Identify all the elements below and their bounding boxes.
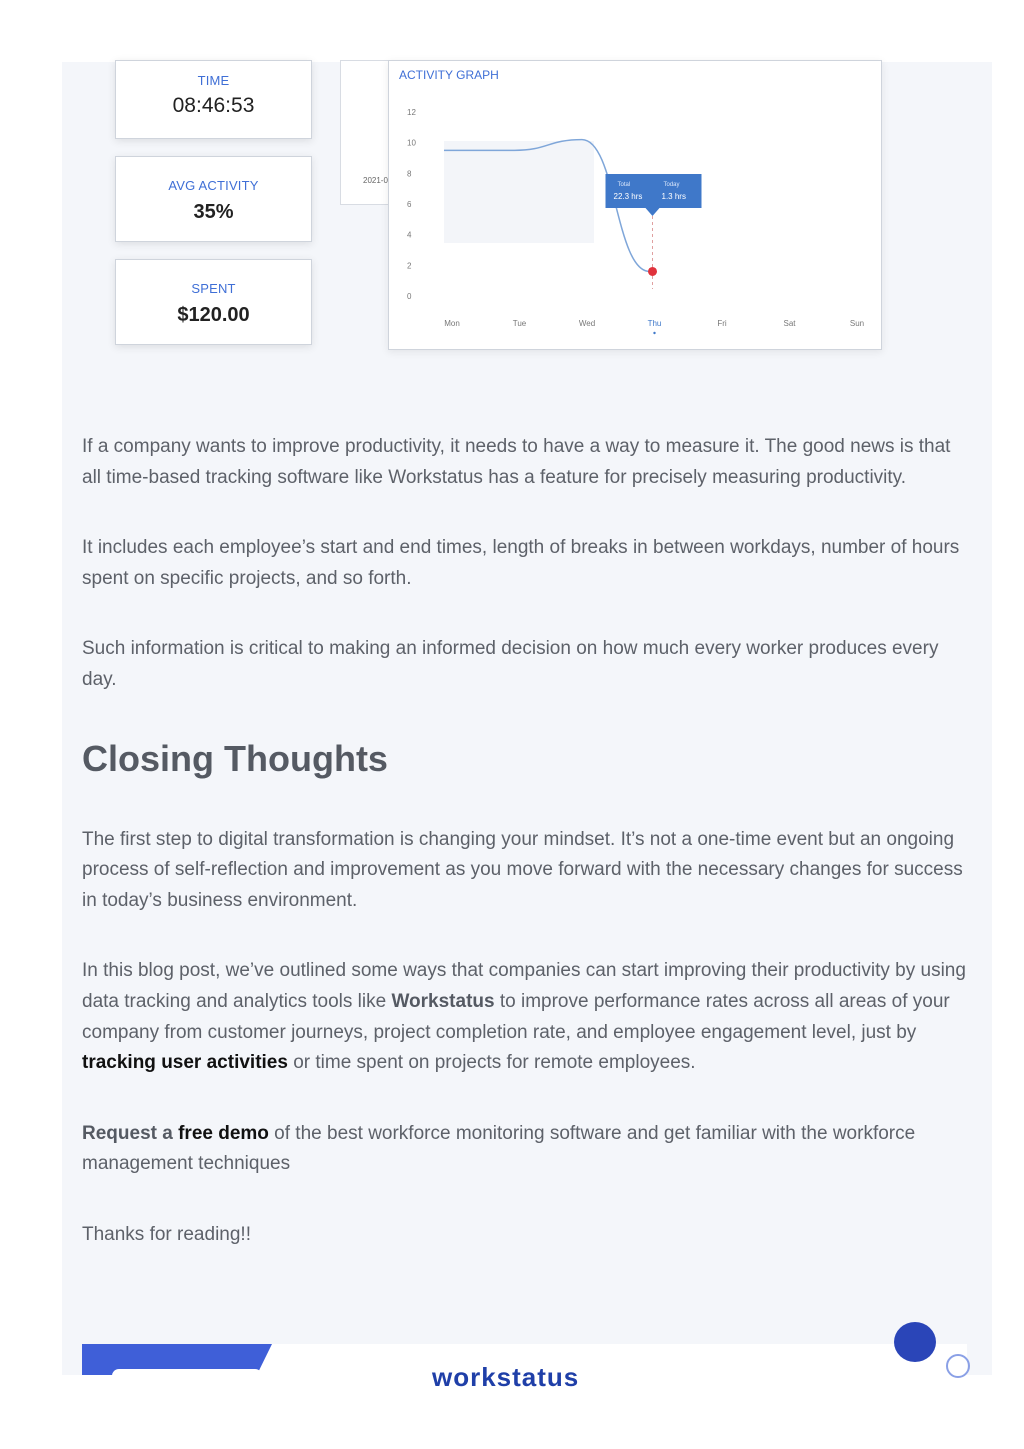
closing-thoughts-heading: Closing Thoughts xyxy=(82,737,388,779)
x-tick-label: Fri xyxy=(717,319,727,328)
y-tick-label: 0 xyxy=(407,292,412,301)
tooltip-value-total: 22.3 hrs xyxy=(613,192,643,201)
x-tick-label: Thu xyxy=(647,319,662,328)
blog-summary-text-a: In this blog post, we’ve outlined some ways that companies can start improving their productivity by using data tracking and analytics tools like xyxy=(82,960,966,1012)
avg-activity-card xyxy=(115,156,312,242)
y-tick-label: 12 xyxy=(407,108,416,117)
paragraph-measure-productivity: If a company wants to improve productivity, it needs to have a way to measure it. The good news is that all time-based tracking software like Workstatus has a feature for precisely measuring productivity. xyxy=(82,436,951,488)
free-demo-link[interactable]: free demo xyxy=(178,1122,269,1144)
background-card-date: 2021-0 xyxy=(363,176,388,185)
y-tick-label: 8 xyxy=(407,169,412,179)
tooltip-label-today: Today xyxy=(663,182,680,188)
workstatus-link[interactable]: Workstatus xyxy=(391,990,495,1012)
tooltip-value-today: 1.3 hrs xyxy=(661,192,686,201)
chart-tooltip xyxy=(606,174,702,216)
workstatus-logo: workstatus xyxy=(432,1362,580,1392)
highlight-day-dot xyxy=(653,332,655,334)
y-tick-label: 6 xyxy=(407,200,412,209)
tooltip-box xyxy=(606,174,702,208)
spent-card xyxy=(115,259,312,345)
tooltip-arrow xyxy=(646,208,660,216)
x-tick-label: Mon xyxy=(444,319,460,328)
activity-graph-card xyxy=(388,60,882,350)
x-tick-label: Sun xyxy=(849,319,865,328)
y-tick-label: 10 xyxy=(407,138,416,148)
banner-cta-pill[interactable] xyxy=(112,1369,262,1383)
spent-label: SPENT xyxy=(191,281,236,296)
paragraph-blog-summary xyxy=(82,956,972,1078)
activity-illustration xyxy=(62,62,992,392)
promo-banner[interactable] xyxy=(82,1344,967,1392)
time-label: TIME xyxy=(197,73,230,88)
y-tick-label: 2 xyxy=(407,261,412,271)
request-a-text: Request a xyxy=(82,1122,179,1144)
request-demo-rest: of the best workforce monitoring software and get familiar with the workforce management techniques xyxy=(82,1122,916,1175)
paragraph-digital-transformation: The first step to digital transformation is changing your mindset. It’s not a one-time event but an ongoing process of self-reflection and improvement as you move forward with the necessary changes for success in today’s business environment. xyxy=(82,828,963,911)
avg-activity-label: AVG ACTIVITY xyxy=(168,178,259,193)
avg-activity-value: 35% xyxy=(193,201,234,223)
activity-graph-chart xyxy=(389,61,881,349)
chart-area-shading xyxy=(444,141,594,243)
article-panel xyxy=(62,62,992,1392)
paragraph-thanks: Thanks for reading!! xyxy=(82,1223,251,1245)
chart-title: ACTIVITY GRAPH xyxy=(399,68,499,82)
x-tick-label: Sat xyxy=(783,319,796,328)
article-body xyxy=(82,432,972,1291)
time-value: 08:46:53 xyxy=(172,94,255,117)
blog-summary-text-b: to improve performance rates across all areas of your company from customer journeys, project completion rate, and employee engagement level, just by xyxy=(82,990,950,1043)
spent-value: $120.00 xyxy=(177,304,250,326)
y-tick-label: 4 xyxy=(407,230,412,240)
blog-summary-text-c: or time spent on projects for remote employees. xyxy=(287,1052,696,1074)
tracking-user-activities-link[interactable]: tracking user activities xyxy=(82,1052,288,1074)
time-card xyxy=(115,60,312,139)
x-tick-label: Wed xyxy=(578,319,596,328)
banner-ring-decoration xyxy=(946,1354,970,1378)
paragraph-employee-times: It includes each employee’s start and end times, length of breaks in between workdays, number of hours spent on specific projects, and so forth. xyxy=(82,537,960,589)
highlight-point xyxy=(648,267,657,276)
paragraph-informed-decision: Such information is critical to making an informed decision on how much every worker produces every day. xyxy=(82,638,939,690)
banner-circle-decoration xyxy=(894,1322,936,1362)
tooltip-label-total: Total xyxy=(617,182,631,188)
x-tick-label: Tue xyxy=(512,319,527,328)
paragraph-request-demo xyxy=(82,1119,972,1180)
